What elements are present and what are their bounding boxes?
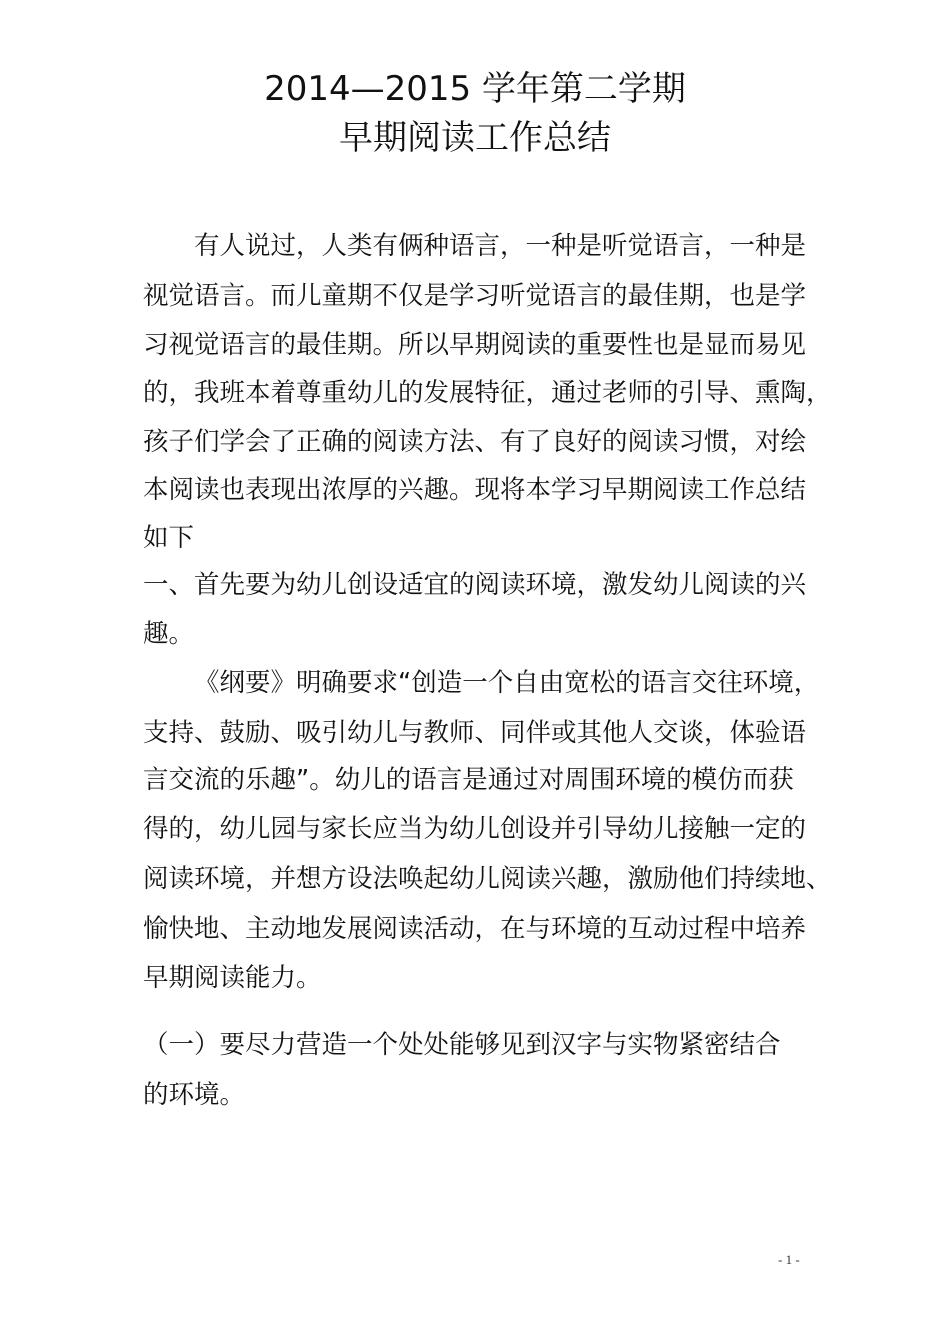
paragraph-line: 言交流的乐趣”。幼儿的语言是通过对周围环境的模仿而获 <box>143 765 794 795</box>
paragraph-line: 阅读环境，并想方设法唤起幼儿阅读兴趣，激励他们持续地、 <box>143 864 832 894</box>
paragraph-line: 习视觉语言的最佳期。所以早期阅读的重要性也是显而易见 <box>143 330 807 360</box>
paragraph-line: 愉快地、主动地发展阅读活动，在与环境的互动过程中培养 <box>143 914 807 944</box>
document-title-year: 2014—2015 学年第二学期 <box>264 69 686 109</box>
section-heading-line: 一、首先要为幼儿创设适宜的阅读环境，激发幼儿阅读的兴 <box>143 570 807 600</box>
paragraph-line: 如下 <box>143 523 195 553</box>
subsection-heading-line: （一）要尽力营造一个处处能够见到汉字与实物紧密结合 <box>143 1030 781 1060</box>
paragraph-line: 本阅读也表现出浓厚的兴趣。现将本学习早期阅读工作总结 <box>143 475 807 505</box>
paragraph-line: 视觉语言。而儿童期不仅是学习听觉语言的最佳期，也是学 <box>143 281 807 311</box>
paragraph-line: 的，我班本着尊重幼儿的发展特征，通过老师的引导、熏陶， <box>143 378 832 408</box>
paragraph-line: 得的，幼儿园与家长应当为幼儿创设并引导幼儿接触一定的 <box>143 814 807 844</box>
paragraph-line: 早期阅读能力。 <box>143 963 322 993</box>
paragraph-line: 《纲要》明确要求“创造一个自由宽松的语言交往环境， <box>194 668 820 698</box>
paragraph-line: 支持、鼓励、吸引幼儿与教师、同伴或其他人交谈，体验语 <box>143 718 807 748</box>
page-number: - 1 - <box>778 1252 800 1267</box>
document-title: 早期阅读工作总结 <box>339 118 611 158</box>
section-heading-line: 趣。 <box>143 619 195 649</box>
subsection-heading-line: 的环境。 <box>143 1080 246 1110</box>
paragraph-line: 孩子们学会了正确的阅读方法、有了良好的阅读习惯，对绘 <box>143 427 807 457</box>
paragraph-line: 有人说过，人类有俩种语言，一种是听觉语言，一种是 <box>194 231 807 261</box>
